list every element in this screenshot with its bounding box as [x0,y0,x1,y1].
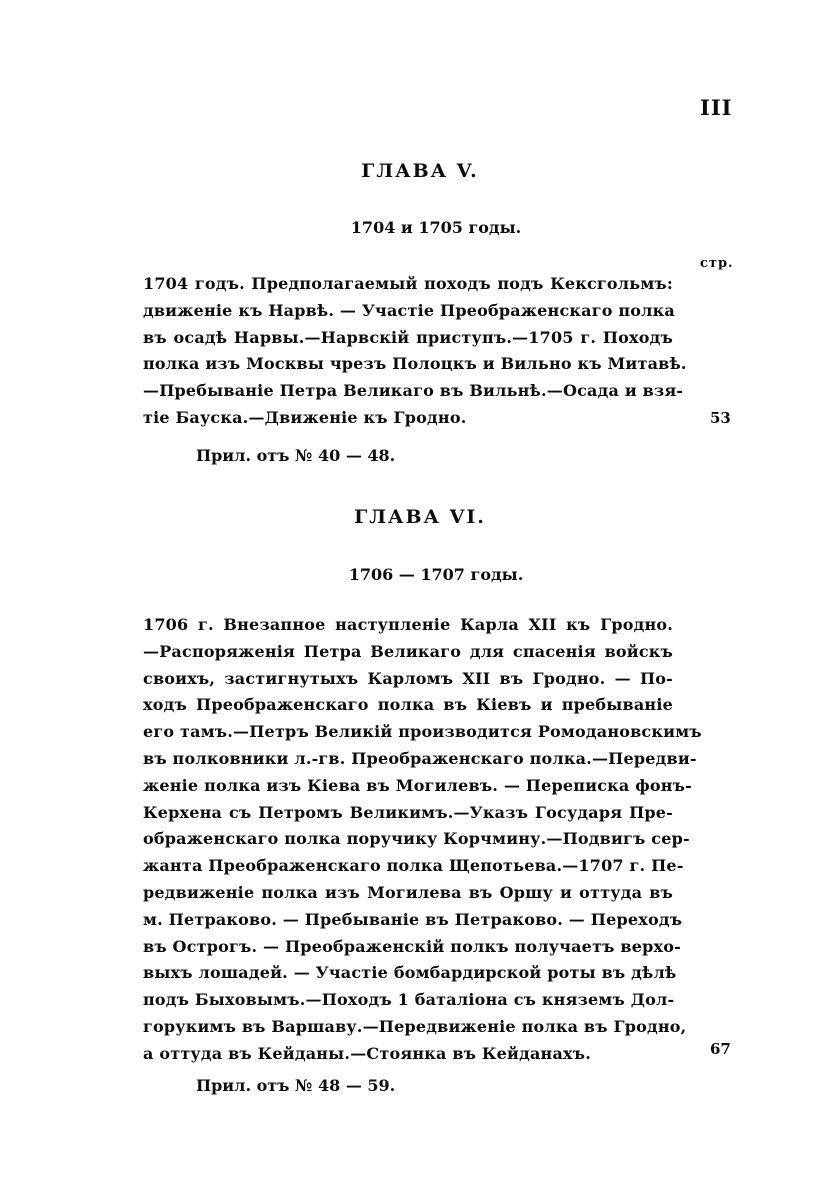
summary-line: его тамъ.—Петръ Великій производится Ромодановскимъ [143,722,702,742]
summary-line: ображенскаго полка поручику Корчмину.—Подвигъ сер- [143,829,690,849]
summary-line: въ Острогъ. — Преображенскій полкъ получаетъ верхо- [143,936,681,956]
chapter-5-page-ref: 53 [710,409,731,427]
summary-line: въ осадѣ Нарвы.—Нарвскій приступъ.—1705 г. Походъ [143,327,673,347]
summary-line: редвиженіе полка изъ Могилева въ Оршу и оттуда въ [143,882,673,902]
chapter-5-appendix: Прил. отъ № 40 — 48. [196,446,396,465]
summary-line: тіе Бауска.—Движеніе къ Гродно. [143,407,467,427]
chapter-6-years: 1706 — 1707 годы. [348,565,524,584]
summary-line: а оттуда въ Кейданы.—Стоянка въ Кейданахъ. [143,1043,591,1063]
chapter-5-title: ГЛАВА V. [361,160,479,182]
summary-line: 1706 г. Внезапное наступленіе Карла XII къ Гродно. [143,615,673,634]
chapter-6-summary [143,612,702,1068]
chapter-6-title: ГЛАВА VI. [354,506,486,528]
summary-line: своихъ, застигнутыхъ Карломъ XII въ Гродно. — По- [143,668,673,688]
chapter-6-appendix: Прил. отъ № 48 — 59. [196,1076,396,1095]
summary-line: подъ Быховымъ.—Походъ 1 баталіона съ княземъ Дол- [143,990,675,1010]
chapter-6-page-ref: 67 [710,1040,731,1058]
summary-line: Керхена съ Петромъ Великимъ.—Указъ Государя Пре- [143,802,673,822]
summary-line: —Распоряженія Петра Великаго для спасенія войскъ [143,641,673,661]
summary-line: —Пребываніе Петра Великаго въ Вильнѣ.—Осада и взя- [143,381,684,401]
chapter-5-summary [143,271,687,432]
page-column-label: стр. [700,256,734,271]
summary-line: ходъ Преображенскаго полка въ Кіевъ и пребываніе [143,695,673,715]
summary-line: полка изъ Москвы чрезъ Полоцкъ и Вильно къ Митавѣ. [143,354,687,374]
summary-line: въ полковники л.-гв. Преображенскаго полка.—Передви- [143,748,697,768]
summary-line: 1704 годъ. Предполагаемый походъ подъ Кексгольмъ: [143,274,673,293]
chapter-5-years: 1704 и 1705 годы. [350,218,522,237]
summary-line: женіе полка изъ Кіева въ Могилевъ. — Переписка фонъ- [143,775,692,795]
summary-line: жанта Преображенскаго полка Щепотьева.—1707 г. Пе- [143,856,684,876]
summary-line: движеніе къ Нарвѣ. — Участіе Преображенскаго полка [143,300,675,320]
summary-line: м. Петраково. — Пребываніе въ Петраково. — Переходъ [143,909,683,929]
summary-line: выхъ лошадей. — Участіе бомбардирской роты въ дѣлѣ [143,963,677,983]
page-number: III [700,95,733,120]
summary-line: горукимъ въ Варшаву.—Передвиженіе полка въ Гродно, [143,1016,687,1036]
